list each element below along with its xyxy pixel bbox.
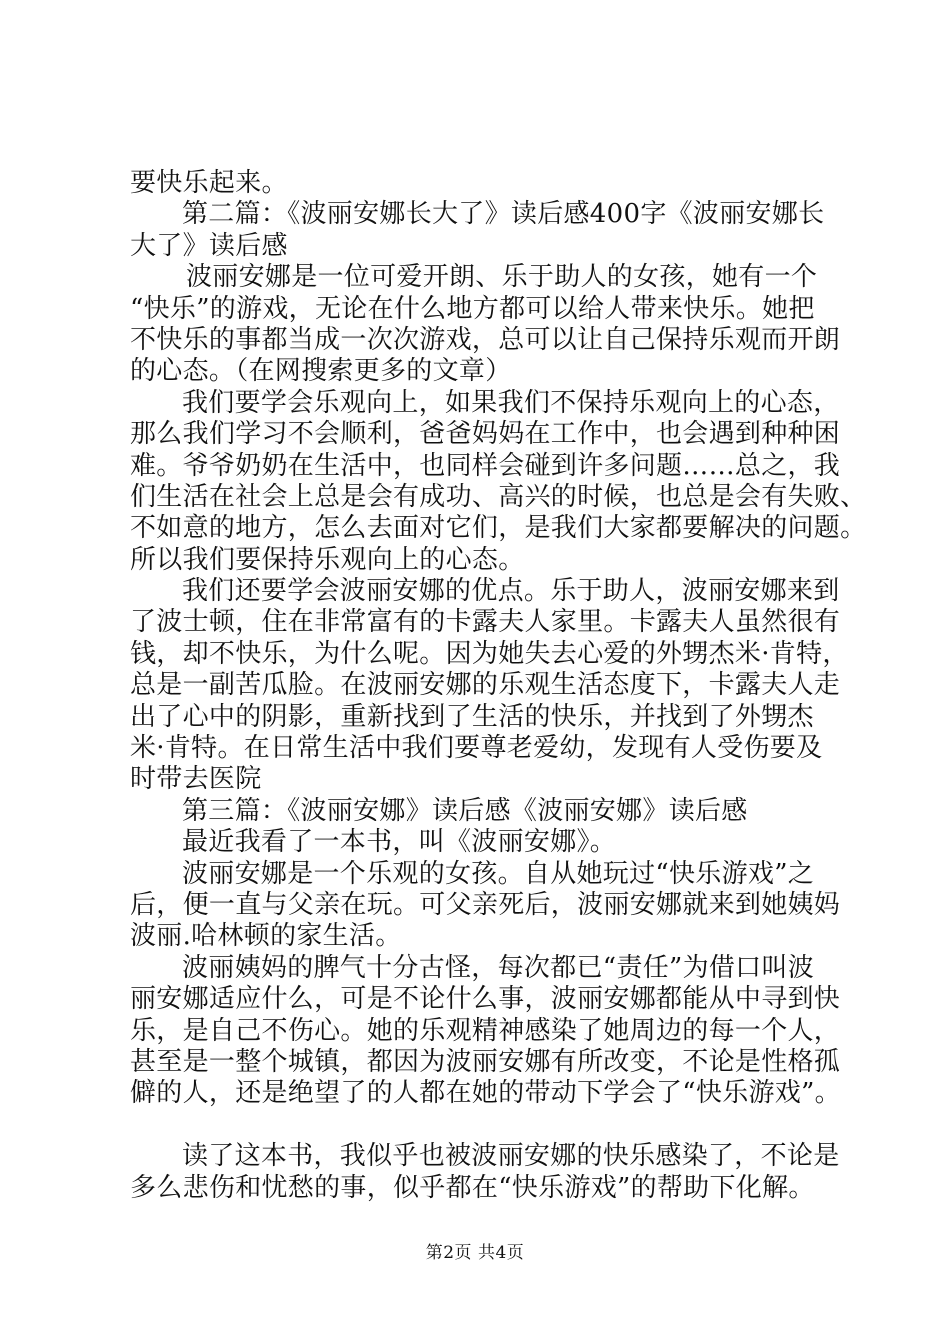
text-line: 那么我们学习不会顺利，爸爸妈妈在工作中，也会遇到种种困 [130, 419, 841, 450]
text-line: 所以我们要保持乐观向上的心态。 [130, 544, 525, 575]
text-line: 波丽安娜是一个乐观的女孩。自从她玩过“快乐游戏”之 [182, 858, 815, 889]
text-line: 乐，是自己不伤心。她的乐观精神感染了她周边的每一个人， [130, 1015, 841, 1046]
text-line: 难。爷爷奶奶在生活中，也同样会碰到许多问题……总之，我 [130, 450, 841, 481]
text-line: 钱，却不快乐，为什么呢。因为她失去心爱的外甥杰米·肯特， [130, 638, 849, 669]
section-heading-continued: 大了》读后感 [130, 230, 288, 261]
section-heading: 第二篇：《波丽安娜长大了》读后感400字《波丽安娜长 [182, 199, 825, 230]
text-line: “快乐”的游戏，无论在什么地方都可以给人带来快乐。她把 [130, 293, 815, 324]
text-line: 要快乐起来。 [130, 168, 288, 198]
text-line: 出了心中的阴影，重新找到了生活的快乐，并找到了外甥杰 [130, 701, 814, 732]
text-line: 波丽.哈林顿的家生活。 [130, 921, 402, 952]
text-line: 我们还要学会波丽安娜的优点。乐于助人，波丽安娜来到 [182, 576, 840, 607]
text-line: 僻的人，还是绝望了的人都在她的带动下学会了“快乐游戏”。 [130, 1078, 841, 1109]
text-line: 波丽安娜是一位可爱开朗、乐于助人的女孩，她有一个 [186, 262, 818, 293]
paragraph-gap [130, 1110, 830, 1141]
page-number: 第2页 共4页 [425, 1243, 525, 1263]
text-line: 后，便一直与父亲在玩。可父亲死后，波丽安娜就来到她姨妈 [130, 889, 841, 920]
section-heading: 第三篇：《波丽安娜》读后感《波丽安娜》读后感 [182, 795, 748, 826]
document-body [130, 168, 867, 1204]
text-line: 了波士顿，住在非常富有的卡露夫人家里。卡露夫人虽然很有 [130, 607, 841, 638]
text-line: 总是一副苦瓜脸。在波丽安娜的乐观生活态度下，卡露夫人走 [130, 670, 841, 701]
text-line: 读了这本书，我似乎也被波丽安娜的快乐感染了，不论是 [182, 1141, 840, 1172]
text-line: 的心态。（在网搜索更多的文章） [130, 356, 512, 387]
text-line: 米·肯特。在日常生活中我们要尊老爱幼，发现有人受伤要及 [130, 733, 823, 764]
text-line: 我们要学会乐观向上，如果我们不保持乐观向上的心态， [182, 387, 840, 418]
text-line: 丽安娜适应什么，可是不论什么事，波丽安娜都能从中寻到快 [130, 984, 841, 1015]
text-line: 不如意的地方，怎么去面对它们，是我们大家都要解决的问题。 [130, 513, 867, 544]
text-line: 时带去医院 [130, 764, 262, 795]
text-line: 最近我看了一本书，叫《波丽安娜》。 [182, 827, 617, 858]
text-line: 多么悲伤和忧愁的事，似乎都在“快乐游戏”的帮助下化解。 [130, 1172, 815, 1203]
text-line: 波丽姨妈的脾气十分古怪，每次都已“责任”为借口叫波 [182, 952, 815, 983]
text-line: 不快乐的事都当成一次次游戏，总可以让自己保持乐观而开朗 [130, 324, 841, 355]
text-line: 们生活在社会上总是会有成功、高兴的时候，也总是会有失败、 [130, 481, 867, 512]
text-line: 甚至是一整个城镇，都因为波丽安娜有所改变，不论是性格孤 [130, 1046, 841, 1077]
